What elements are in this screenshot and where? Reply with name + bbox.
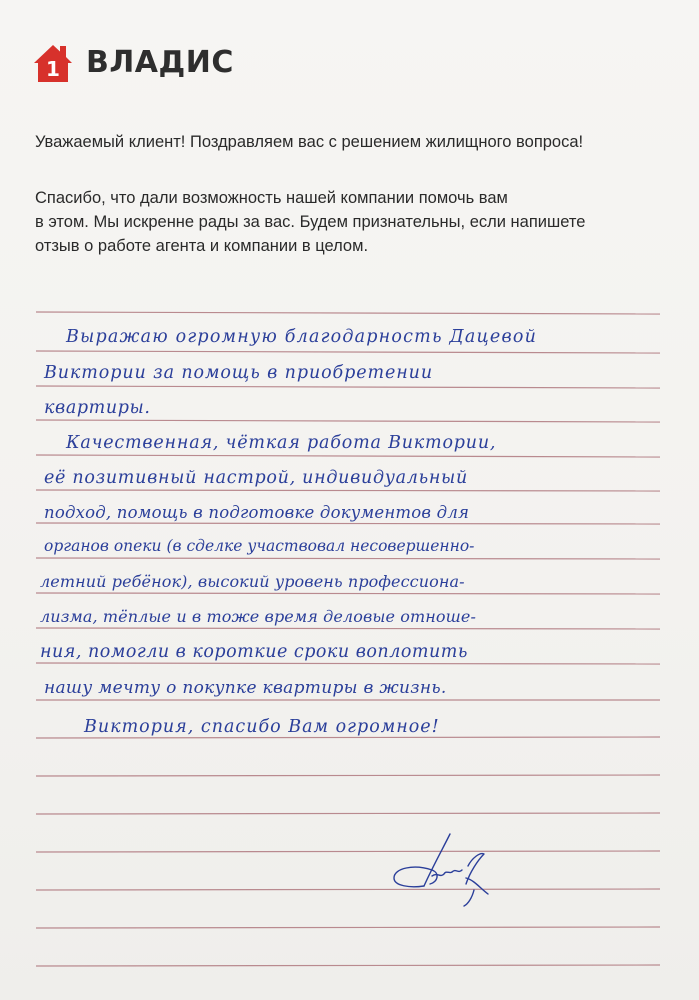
intro-line: в этом. Мы искренне рады за вас. Будем признательны, если напишете <box>35 213 586 231</box>
handwritten-line: нашу мечту о покупке квартиры в жизнь. <box>44 678 447 698</box>
handwritten-line: летний ребёнок), высокий уровень профессиона- <box>40 572 465 591</box>
handwritten-line: подход, помощь в подготовке документов для <box>44 503 470 522</box>
handwritten-line: квартиры. <box>44 398 151 418</box>
intro-line: отзыв о работе агента и компании в целом. <box>35 237 369 255</box>
handwritten-line: Виктории за помощь в приобретении <box>44 363 434 383</box>
signature-icon <box>380 828 500 918</box>
handwritten-line: органов опеки (в сделке участвовал несовершенно- <box>44 537 475 555</box>
handwritten-line: Виктория, спасибо Вам огромное! <box>84 717 440 737</box>
logo-digit: 1 <box>46 57 60 81</box>
greeting-text: Уважаемый клиент! Поздравляем вас с решением жилищного вопроса! <box>35 133 584 151</box>
brand-name: ВЛАДИС <box>86 45 234 80</box>
handwritten-line: ния, помогли в короткие сроки воплотить <box>40 642 468 662</box>
intro-line: Спасибо, что дали возможность нашей компании помочь вам <box>35 189 508 207</box>
handwritten-line: её позитивный настрой, индивидуальный <box>44 468 468 488</box>
handwritten-line: Качественная, чёткая работа Виктории, <box>66 433 497 453</box>
handwritten-line: Выражаю огромную благодарность Дацевой <box>66 327 538 347</box>
handwritten-line: лизма, тёплые и в тоже время деловые отноше- <box>40 607 476 626</box>
